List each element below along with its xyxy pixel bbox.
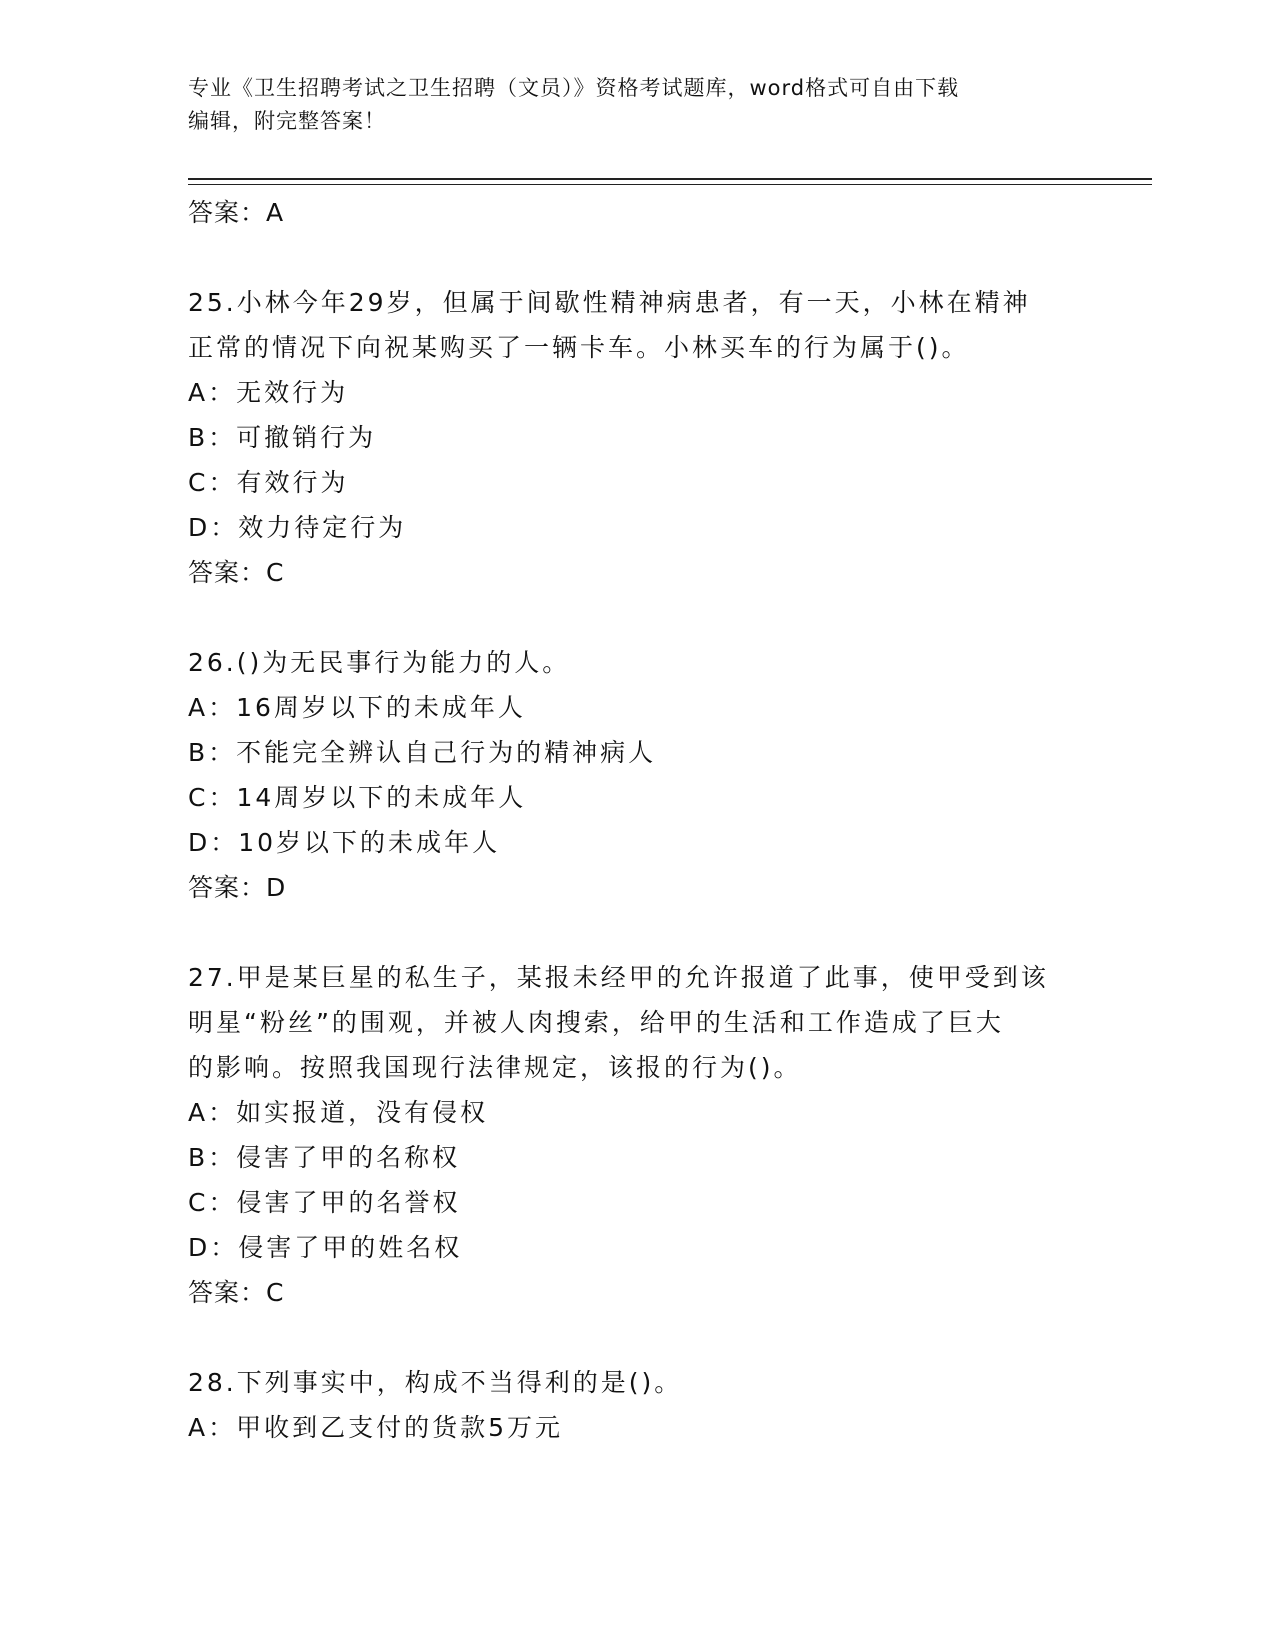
answer-line: 答案：C bbox=[188, 1278, 285, 1307]
question-stem: 26.()为无民事行为能力的人。 bbox=[188, 648, 571, 677]
question-28 bbox=[188, 1360, 1088, 1450]
option-a: A：16周岁以下的未成年人 bbox=[188, 693, 526, 722]
question-stem: 27.甲是某巨星的私生子，某报未经甲的允许报道了此事，使甲受到该 bbox=[188, 963, 1049, 992]
question-stem: 明星“粉丝”的围观，并被人肉搜索，给甲的生活和工作造成了巨大 bbox=[188, 1008, 1004, 1037]
answer-line: 答案：A bbox=[188, 198, 285, 227]
option-b: B：可撤销行为 bbox=[188, 423, 377, 452]
question-stem: 25.小林今年29岁，但属于间歇性精神病患者，有一天，小林在精神 bbox=[188, 288, 1031, 317]
question-list bbox=[188, 190, 1088, 1450]
option-d: D：效力待定行为 bbox=[188, 513, 407, 542]
option-c: C：有效行为 bbox=[188, 468, 349, 497]
question-stem: 正常的情况下向祝某购买了一辆卡车。小林买车的行为属于()。 bbox=[188, 333, 970, 362]
question-25 bbox=[188, 280, 1088, 595]
question-26 bbox=[188, 640, 1088, 910]
option-d: D：10岁以下的未成年人 bbox=[188, 828, 501, 857]
question-stem: 的影响。按照我国现行法律规定，该报的行为()。 bbox=[188, 1053, 802, 1082]
header-rule-thick bbox=[188, 178, 1152, 180]
option-c: C：侵害了甲的名誉权 bbox=[188, 1188, 461, 1217]
option-c: C：14周岁以下的未成年人 bbox=[188, 783, 527, 812]
answer-line: 答案：D bbox=[188, 873, 287, 902]
option-b: B：不能完全辨认自己行为的精神病人 bbox=[188, 738, 657, 767]
answer-line: 答案：C bbox=[188, 558, 285, 587]
header-line-2: 编辑，附完整答案！ bbox=[188, 109, 386, 133]
header-line-1: 专业《卫生招聘考试之卫生招聘（文员）》资格考试题库，word格式可自由下载 bbox=[188, 76, 960, 100]
header-rule-thin bbox=[188, 184, 1152, 185]
option-b: B：侵害了甲的名称权 bbox=[188, 1143, 461, 1172]
document-header bbox=[188, 72, 1068, 138]
option-a: A：无效行为 bbox=[188, 378, 349, 407]
option-a: A：甲收到乙支付的货款5万元 bbox=[188, 1413, 564, 1442]
question-stem: 28.下列事实中，构成不当得利的是()。 bbox=[188, 1368, 683, 1397]
option-a: A：如实报道，没有侵权 bbox=[188, 1098, 489, 1127]
option-d: D：侵害了甲的姓名权 bbox=[188, 1233, 463, 1262]
question-27 bbox=[188, 955, 1088, 1315]
